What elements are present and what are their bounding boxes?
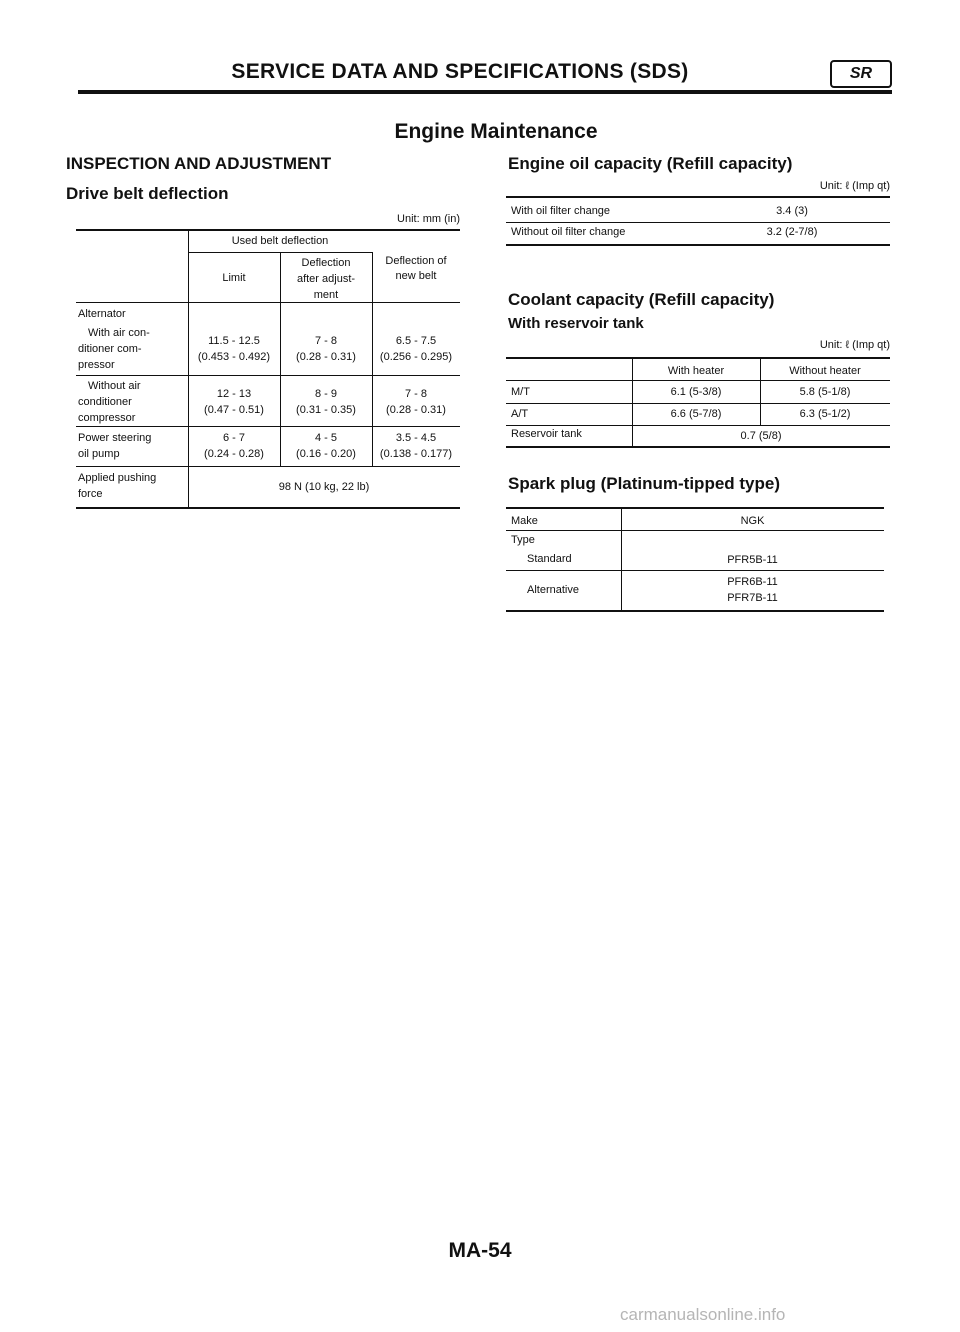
coolant-col-without: Without heater xyxy=(789,365,861,377)
row-label: Power steering xyxy=(78,432,152,444)
cell-adjust: 4 - 5 xyxy=(314,432,337,444)
row-label: ditioner com- xyxy=(78,343,142,355)
coolant-with-value: 6.1 (5-3/8) xyxy=(670,386,722,398)
make-value: NGK xyxy=(740,515,765,527)
table-rule xyxy=(506,446,890,448)
header-rule xyxy=(78,90,892,94)
table-rule xyxy=(76,507,460,509)
oil-row-value: 3.4 (3) xyxy=(776,205,808,217)
force-label: Applied pushing xyxy=(78,472,157,484)
alternative-value: PFR6B-11 xyxy=(727,576,778,588)
oil-unit: Unit: ℓ (Imp qt) xyxy=(819,180,890,192)
oil-row-value: 3.2 (2-7/8) xyxy=(766,226,818,238)
oil-heading: Engine oil capacity (Refill capacity) xyxy=(508,154,793,173)
reservoir-value: 0.7 (5/8) xyxy=(740,430,782,442)
standard-label: Standard xyxy=(527,553,572,565)
row-label: With air con- xyxy=(88,327,150,339)
cell-limit: 12 - 13 xyxy=(216,388,252,400)
coolant-col-with: With heater xyxy=(667,365,725,377)
coolant-without-value: 5.8 (5-1/8) xyxy=(799,386,851,398)
drive-belt-unit: Unit: mm (in) xyxy=(397,213,460,225)
coolant-with-value: 6.6 (5-7/8) xyxy=(670,408,722,420)
table-rule xyxy=(76,302,460,303)
cell-new: (0.28 - 0.31) xyxy=(386,404,446,416)
header-adjust-2: after adjust- xyxy=(296,273,356,285)
header-new-2: new belt xyxy=(395,270,437,282)
row-label: compressor xyxy=(78,412,136,424)
cell-limit: 11.5 - 12.5 xyxy=(208,335,260,347)
cell-adjust: (0.28 - 0.31) xyxy=(296,351,356,363)
cell-adjust: 8 - 9 xyxy=(314,388,337,400)
row-label: conditioner xyxy=(78,396,132,408)
cell-limit: 6 - 7 xyxy=(222,432,245,444)
row-label: oil pump xyxy=(78,448,120,460)
coolant-row-label: M/T xyxy=(511,386,530,398)
header-used-belt: Used belt deflection xyxy=(231,235,329,247)
table-rule xyxy=(506,507,884,509)
cell-adjust: (0.31 - 0.35) xyxy=(296,404,356,416)
table-rule xyxy=(506,570,884,571)
cell-adjust: (0.16 - 0.20) xyxy=(296,448,356,460)
oil-row-label: Without oil filter change xyxy=(511,226,626,238)
oil-row-label: With oil filter change xyxy=(511,205,611,217)
row-label: pressor xyxy=(78,359,115,371)
table-rule xyxy=(506,357,890,359)
table-rule xyxy=(506,403,890,404)
header-new-1: Deflection of xyxy=(385,255,447,267)
table-rule xyxy=(506,530,884,531)
page-header-title: SERVICE DATA AND SPECIFICATIONS (SDS) xyxy=(231,60,689,83)
reservoir-label: Reservoir tank xyxy=(511,428,582,440)
row-label: Without air xyxy=(88,380,141,392)
cell-limit: (0.453 - 0.492) xyxy=(197,351,271,363)
cell-limit: (0.24 - 0.28) xyxy=(204,448,264,460)
alternator-label: Alternator xyxy=(78,308,126,320)
header-adjust-1: Deflection xyxy=(301,257,351,269)
watermark: carmanualsonline.info xyxy=(620,1305,786,1324)
force-value: 98 N (10 kg, 22 lb) xyxy=(278,481,370,493)
alternative-label: Alternative xyxy=(527,584,579,596)
inspection-heading: INSPECTION AND ADJUSTMENT xyxy=(66,154,332,173)
table-rule xyxy=(506,380,890,381)
coolant-unit: Unit: ℓ (Imp qt) xyxy=(819,339,890,351)
coolant-subheading: With reservoir tank xyxy=(508,315,644,332)
coolant-row-label: A/T xyxy=(511,408,529,420)
cell-new: 6.5 - 7.5 xyxy=(395,335,437,347)
coolant-heading: Coolant capacity (Refill capacity) xyxy=(508,290,775,309)
drive-belt-heading: Drive belt deflection xyxy=(66,184,229,203)
make-label: Make xyxy=(511,515,538,527)
table-rule xyxy=(76,466,460,467)
section-badge: SR xyxy=(830,60,892,88)
header-adjust-3: ment xyxy=(313,289,339,301)
spark-heading: Spark plug (Platinum-tipped type) xyxy=(508,474,781,493)
cell-limit: (0.47 - 0.51) xyxy=(204,404,264,416)
table-rule xyxy=(76,229,460,231)
cell-new: (0.256 - 0.295) xyxy=(379,351,453,363)
alternative-value: PFR7B-11 xyxy=(727,592,778,604)
coolant-without-value: 6.3 (5-1/2) xyxy=(799,408,851,420)
table-rule xyxy=(506,244,890,246)
table-rule xyxy=(76,426,460,427)
cell-new: 7 - 8 xyxy=(404,388,427,400)
cell-adjust: 7 - 8 xyxy=(314,335,337,347)
section-title: Engine Maintenance xyxy=(394,120,598,143)
header-limit: Limit xyxy=(222,272,246,284)
standard-value: PFR5B-11 xyxy=(727,554,778,566)
cell-new: 3.5 - 4.5 xyxy=(395,432,437,444)
table-rule xyxy=(76,375,460,376)
force-label: force xyxy=(78,488,103,500)
table-rule xyxy=(506,610,884,612)
cell-new: (0.138 - 0.177) xyxy=(379,448,453,460)
table-rule xyxy=(506,222,890,223)
page-number: MA-54 xyxy=(448,1239,512,1262)
table-rule xyxy=(506,196,890,198)
type-label: Type xyxy=(511,534,535,546)
